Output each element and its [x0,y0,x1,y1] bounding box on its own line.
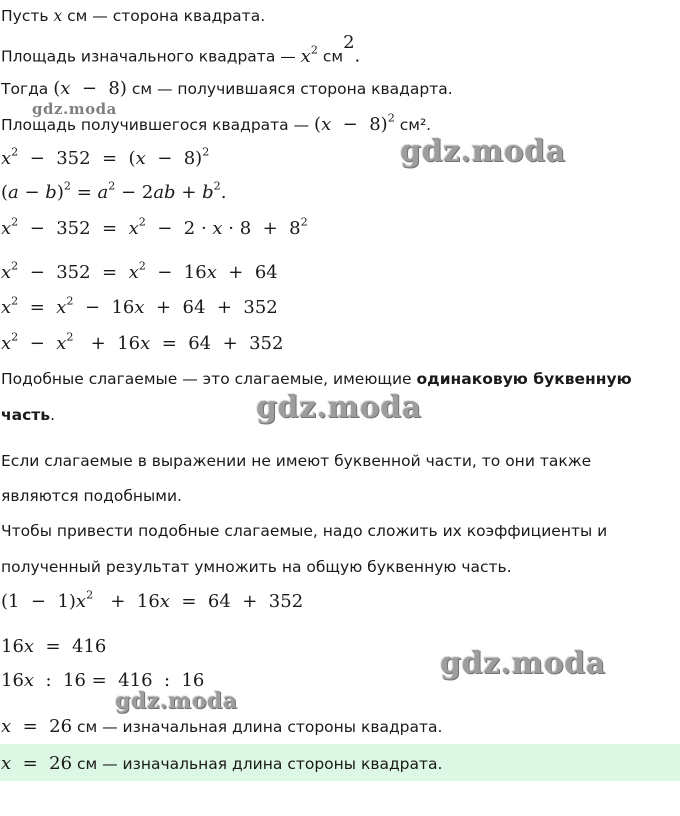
line-side-definition: Пусть x см — сторона квадрата. [1,7,266,25]
watermark-logo: gdz.moda [256,390,422,425]
result-line: x = 26 см — изначальная длина стороны квадрата. [1,716,443,737]
equation-3: $x^2 - 352 = x^2 - 16x + 64$ [1,259,278,283]
line-new-area: Площадь получившегося квадрата — $(x - 8)^2$ см². [1,111,432,135]
watermark-logo: gdz.moda [32,100,117,118]
equation-1: $x^2 - 352 = (x - 8)^2$ [1,145,210,169]
watermark-logo: gdz.moda [400,134,566,169]
rule-constants-line1: Если слагаемые в выражении не имеют буквенной части, то они также [1,452,592,470]
watermark-logo: gdz.moda [115,688,238,714]
line-new-side: Тогда (x − 8) см — получившаяся сторона квадарта. [1,78,453,99]
rule-constants-line2: являются подобными. [1,487,182,505]
rule-like-terms-line1: Подобные слагаемые — это слагаемые, имеющие одинаковую буквенную [1,370,632,388]
equation-5: $x^2 - x^2 + 16x = 64 + 352$ [1,330,284,354]
rule-combine-line2: полученный результат умножить на общую буквенную часть. [1,558,512,576]
equation-7: 16x = 416 [1,636,107,657]
equation-8: 16x : 16 = 416 : 16 [1,670,205,691]
watermark-logo: gdz.moda [440,646,606,681]
line-initial-area: Площадь изначального квадрата — $x^2$ $см^2$. [1,32,361,67]
answer-line: x = 26 см — изначальная длина стороны квадрата. [1,753,443,774]
equation-6: $(1 - 1)x^2 + 16x = 64 + 352$ [1,588,304,612]
equation-4: $x^2 = x^2 - 16x + 64 + 352$ [1,294,278,318]
formula-square-difference: $(a - b)^2 = a^2 - 2ab + b^2$. [1,179,227,203]
rule-like-terms-line2: часть. [1,406,56,424]
rule-combine-line1: Чтобы привести подобные слагаемые, надо сложить их коэффициенты и [1,522,608,540]
equation-2: $x^2 - 352 = x^2 - 2 \cdot x \cdot 8 + 8^2$ [1,215,308,239]
